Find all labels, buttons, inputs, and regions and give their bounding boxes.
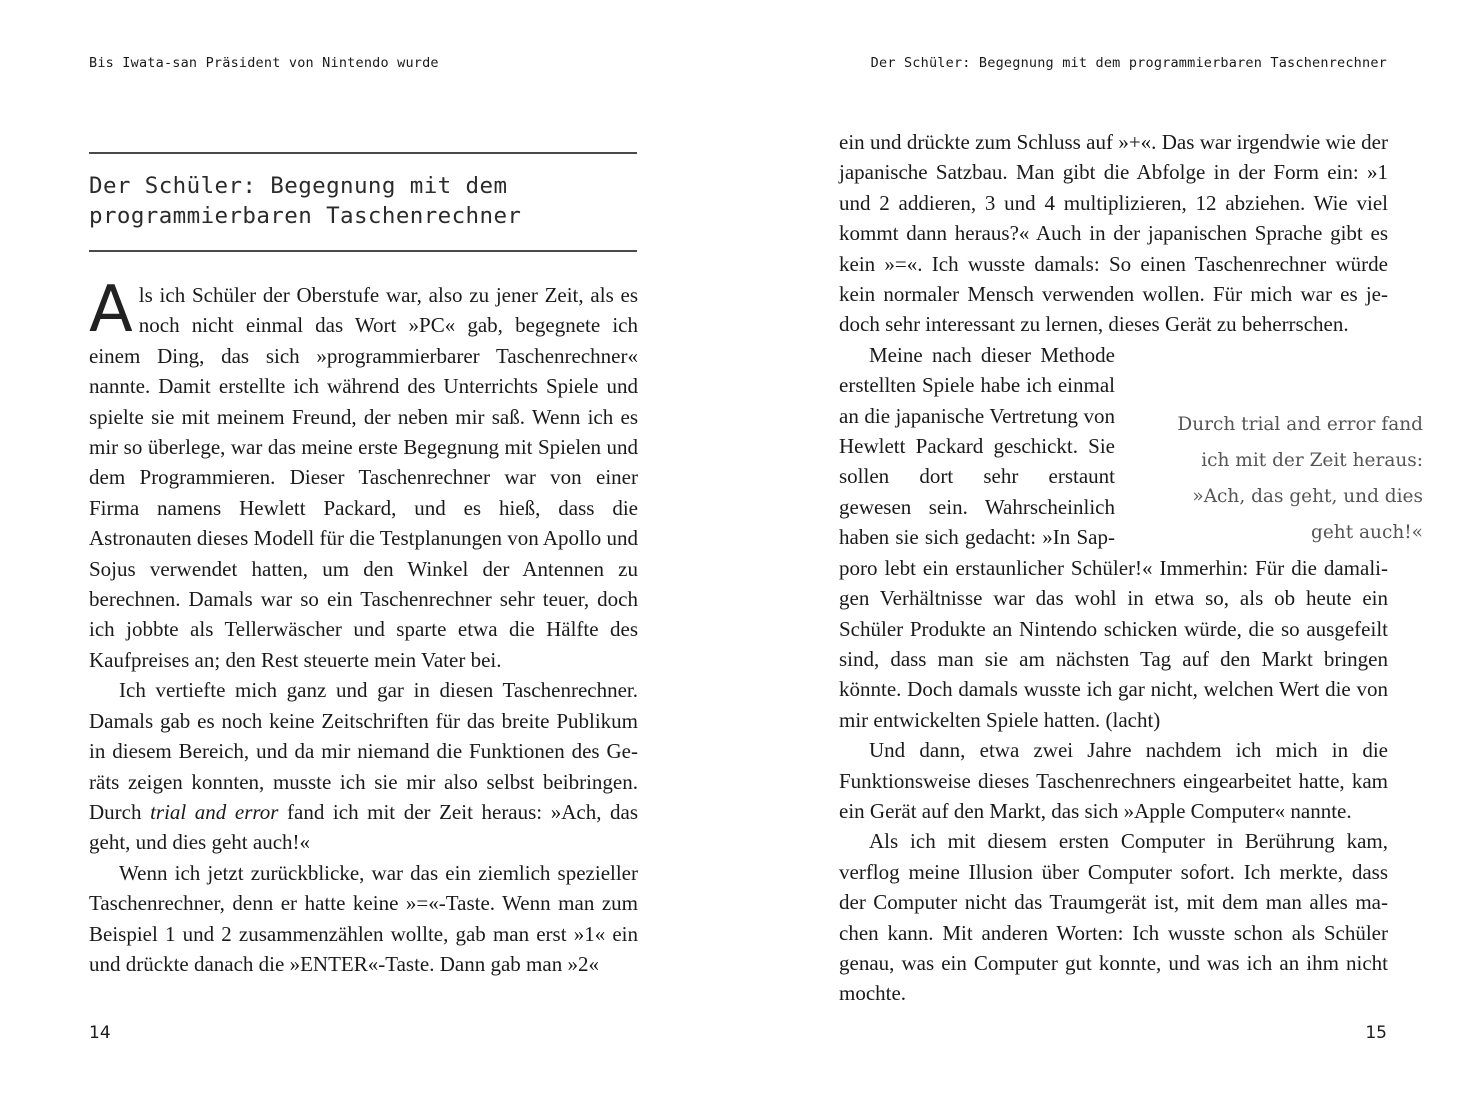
paragraph [839,340,1423,735]
right-page-body [839,127,1423,1009]
running-head-right: Der Schüler: Begegnung mit dem programmierbaren Taschenrechner [870,55,1387,71]
chapter-rule-top [89,152,637,154]
paragraph-text: ein und drückte zum Schluss auf »+«. Das war irgendwie wie der japanische Satzbau. Man gibt die Abfolge in der Form ein: »1 und 2 addieren, 3 und 4 multiplizieren, 12 abziehen. Wie viel kommt dann heraus?« Auch in der japanischen Sprache gibt es kein »=«. Ich wusste damals: So einen Taschenrechner würde kein normaler Mensch verwenden wollen. Für mich war es jedoch sehr interessant zu lernen, dieses Gerät zu beherrschen. [839,130,1388,337]
pull-quote: Durch trial and error fand ich mit der Zeit heraus: »Ach, das geht, und dies geht auch!« [1177,413,1423,543]
paragraph-text: Als ich mit diesem ersten Computer in Berührung kam, verflog meine Illusion über Computer sofort. Ich merkte, dass der Computer nicht das Traumgerät ist, mit dem man alles machen kann. Mit anderen Worten: Ich wusste schon als Schüler genau, was ein Computer gut konnte, und was ich an ihm nicht mochte. [839,829,1388,1006]
chapter-rule-bottom [89,250,637,252]
left-page-body [89,273,639,979]
paragraph [89,273,638,675]
paragraph-text: Meine nach dieser Methode erstellten Spiele habe ich einmal an die japanische Vertretung von Hewlett Packard geschickt. Sie sollen dort sehr erstaunt gewesen sein. Wahrscheinlich haben sie sich gedacht: »In Sapporo lebt ein erstaunlicher Schüler!« Immerhin: Für die damaligen Verhältnisse war das wohl in etwa so, als ob heute ein Schüler Produkte an Nintendo schicken würde, die so ausgefeilt sind, dass man sie am nächsten Tag auf den Markt bringen könnte. Doch damals wusste ich gar nicht, welchen Wert die von mir entwickelten Spiele hatten. (lacht) [839,342,1388,732]
paragraph-text: Und dann, etwa zwei Jahre nachdem ich mich in die Funktionsweise dieses Taschenrechners eingearbeitet hatte, kam ein Gerät auf den Markt, das sich »Apple Computer« nannte. [839,738,1388,823]
paragraph [839,127,1388,340]
paragraph [839,826,1388,1008]
running-head-left: Bis Iwata-san Präsident von Nintendo wurde [89,55,439,71]
page-number-right: 15 [1365,1023,1387,1043]
paragraph-text: ls ich Schüler der Oberstufe war, also zu jener Zeit, als es noch nicht einmal das Wort »PC« gab, begegnete ich einem Ding, das sich »programmierbarer Taschenrechner« nannte. Damit erstellte ich während des Unterrichts Spiele und spielte sie mit meinem Freund, der neben mir saß. Wenn ich es mir so überlege, war das meine erste Begegnung mit Spielen und dem Programmieren. Dieser Taschenrechner war von einer Firma namens Hewlett Packard, und es hieß, dass die Astronauten dieses Modell für die Testplanungen von Apollo und Sojus verwendet hatten, um den Winkel der Antennen zu berechnen. Damals war so ein Taschenrechner sehr teuer, doch ich jobbte als Tellerwäscher und sparte etwa die Hälfte des Kaufpreises an; den Rest steuerte mein Vater bei. [89,283,638,672]
paragraph-text: fand ich mit der Zeit heraus: »Ach, das geht, und dies geht auch!« [89,799,639,855]
drop-cap: A [89,273,133,347]
paragraph-text: Wenn ich jetzt zurückblicke, war das ein ziemlich spezieller Taschenrechner, denn er hatte keine »=«-Taste. Wenn man zum Beispiel 1 und 2 zusammenzählen wollte, gab man erst »1« ein und drückte danach die »ENTER«-Taste. Dann gab man »2« [89,860,638,976]
page-number-left: 14 [89,1023,111,1043]
chapter-title: Der Schüler: Begegnung mit dem programmierbaren Taschenrechner [89,173,522,229]
paragraph-text: Ich vertiefte mich ganz und gar in diesen Taschenrechner. Damals gab es noch keine Zeitschriften für das breite Publikum in diesem Bereich, und da mir niemand die Funktionen des Geräts zeigen konnten, musste ich sie mir also selbst beibringen. Durch [89,678,638,824]
paragraph [89,675,638,857]
emphasis-text: trial and error [150,799,279,824]
paragraph [839,735,1388,826]
paragraph [89,858,638,980]
